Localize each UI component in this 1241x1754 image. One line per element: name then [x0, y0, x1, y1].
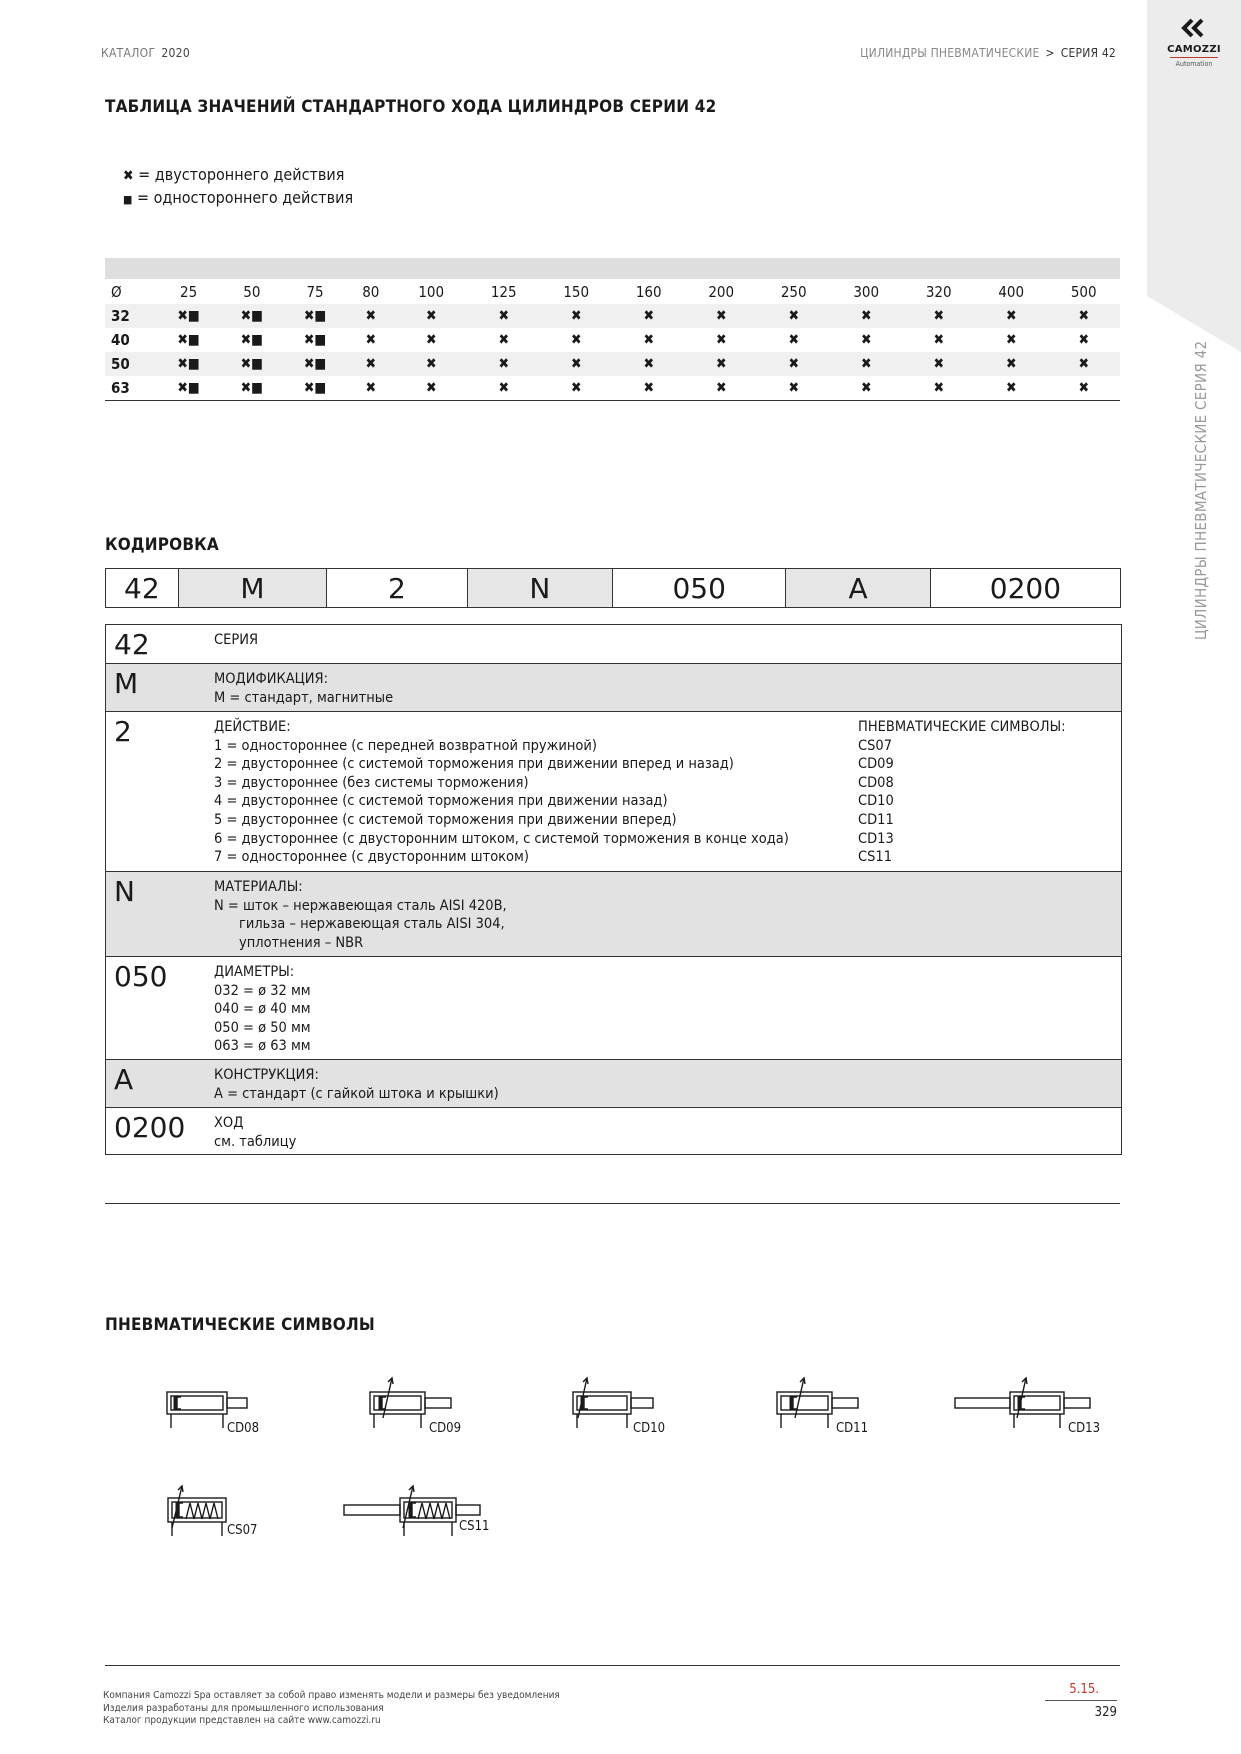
stroke-availability-cell: ✖	[347, 376, 395, 401]
brand-name: CAMOZZI	[1167, 44, 1221, 55]
symbol-code: CD11	[858, 811, 894, 828]
coding-line: 050 = ø 50 мм	[214, 1019, 311, 1036]
coding-line: гильза – нержавеющая сталь AISI 304,	[239, 916, 505, 933]
coding-line: 6 = двустороннее (с двусторонним штоком, с системой торможения в конце хода)	[214, 830, 789, 847]
stroke-availability-cell: ✖■	[283, 352, 346, 376]
stroke-header-cell: 250	[780, 282, 807, 301]
section-number: 5.15.	[1069, 1682, 1099, 1697]
stroke-availability-cell: ✖	[425, 332, 437, 348]
coding-row-action	[106, 712, 1121, 872]
coding-row-series	[106, 625, 1121, 664]
footer-line: Изделия разработаны для промышленного использования	[103, 1702, 384, 1714]
footer-line: Компания Camozzi Spa оставляет за собой право изменять модели и размеры без уведомления	[103, 1690, 560, 1701]
footer-divider	[105, 1665, 1120, 1666]
diameter-cell: 50	[105, 352, 157, 376]
coding-key: N	[114, 875, 135, 908]
side-tab-text: ЦИЛИНДРЫ ПНЕВМАТИЧЕСКИЕ СЕРИЯ 42	[1192, 340, 1210, 640]
stroke-availability-cell: ✖	[540, 304, 613, 328]
coding-line: 2 = двустороннее (с системой торможения при движении вперед и назад)	[214, 756, 734, 773]
symbol-code: CD10	[858, 793, 894, 810]
symbol-codes	[858, 718, 1065, 867]
diameter-cell: 32	[105, 304, 157, 328]
stroke-availability-cell: ✖	[788, 332, 799, 348]
stroke-availability-cell: ✖	[830, 352, 903, 376]
stroke-availability-cell: ✖	[757, 304, 830, 328]
footer-line: Каталог продукции представлен на сайте www.camozzi.ru	[103, 1715, 381, 1726]
stroke-availability-cell: ✖	[1047, 376, 1120, 401]
section-divider	[105, 1203, 1120, 1204]
code-part-materials: N	[468, 569, 613, 607]
stroke-availability-cell: ✖	[570, 332, 582, 348]
coding-line: уплотнения – NBR	[239, 934, 364, 951]
coding-line: 7 = одностороннее (с двусторонним штоком)	[214, 849, 529, 866]
stroke-header-cell: 500	[1070, 282, 1097, 301]
stroke-header-cell: 125	[490, 282, 517, 301]
cross-icon: ✖	[123, 168, 134, 184]
camozzi-logo	[1147, 18, 1241, 68]
symbol-label-cd08: CD08	[227, 1421, 260, 1436]
coding-row-stroke	[106, 1108, 1121, 1154]
stroke-availability-cell: ✖	[1005, 332, 1017, 348]
stroke-availability-cell: ✖	[902, 352, 975, 376]
coding-line: 1 = одностороннее (с передней возвратной пружиной)	[214, 737, 597, 754]
stroke-availability-cell: ✖	[757, 376, 830, 401]
stroke-availability-cell: ✖	[860, 332, 872, 348]
stroke-availability-cell: ✖	[365, 332, 377, 348]
stroke-availability-cell: ✖■	[157, 352, 220, 376]
stroke-availability-cell: ✖	[902, 304, 975, 328]
stroke-table-title: ТАБЛИЦА ЗНАЧЕНИЙ СТАНДАРТНОГО ХОДА ЦИЛИНДРОВ СЕРИИ 42	[105, 97, 717, 117]
coding-key: A	[114, 1063, 134, 1096]
stroke-table-row	[105, 328, 1120, 352]
catalog-year: 2020	[161, 46, 190, 60]
stroke-availability-cell: ✖	[1047, 304, 1120, 328]
stroke-table-row	[105, 304, 1120, 328]
coding-key: 0200	[114, 1111, 186, 1144]
stroke-header-cell: 80	[362, 282, 380, 301]
stroke-availability-cell: ✖	[933, 332, 944, 348]
coding-row-materials	[106, 872, 1121, 957]
stroke-availability-cell: ✖	[395, 304, 468, 328]
coding-line: СЕРИЯ	[214, 632, 259, 648]
code-part-diameter: 050	[613, 569, 786, 607]
stroke-header-cell: 150	[563, 282, 590, 301]
brand-divider	[1170, 57, 1218, 58]
stroke-availability-cell: ✖	[395, 376, 468, 401]
symbol-code: CD08	[858, 774, 894, 791]
symbol-codes-title: ПНЕВМАТИЧЕСКИЕ СИМВОЛЫ:	[858, 719, 1066, 735]
stroke-header-cell: 320	[925, 282, 952, 301]
symbol-code: CD09	[858, 756, 894, 773]
symbols-title: ПНЕВМАТИЧЕСКИЕ СИМВОЛЫ	[105, 1315, 375, 1335]
camozzi-logo-icon	[1180, 18, 1208, 38]
breadcrumb	[860, 46, 1116, 60]
coding-bar	[105, 568, 1121, 608]
coding-line: 3 = двустороннее (без системы торможения)	[214, 774, 529, 791]
symbol-code: CS07	[858, 737, 892, 754]
diameter-header: Ø	[111, 282, 122, 301]
stroke-availability-cell: ✖■	[283, 376, 346, 401]
stroke-header-cell: 160	[635, 282, 662, 301]
coding-row-modification	[106, 664, 1121, 712]
coding-line: МОДИФИКАЦИЯ:	[214, 671, 328, 687]
symbol-label-cs07: CS07	[227, 1523, 258, 1538]
symbol-label-cd11: CD11	[836, 1421, 869, 1436]
footer-notes	[103, 1690, 560, 1728]
stroke-availability-cell: ✖■	[220, 304, 283, 328]
page-number: 329	[1094, 1705, 1117, 1720]
stroke-availability-cell: ✖	[467, 304, 540, 328]
coding-line: МАТЕРИАЛЫ:	[214, 879, 303, 895]
coding-line: M = стандарт, магнитные	[214, 689, 394, 706]
breadcrumb-section[interactable]: ЦИЛИНДРЫ ПНЕВМАТИЧЕСКИЕ	[860, 46, 1040, 60]
coding-key: M	[114, 667, 139, 700]
code-part-series: 42	[106, 569, 179, 607]
symbol-cs07-icon	[168, 1486, 226, 1536]
stroke-availability-cell: ✖■	[240, 332, 264, 348]
code-part-action: 2	[327, 569, 467, 607]
stroke-table-header	[105, 279, 1120, 304]
stroke-availability-cell: ✖	[975, 352, 1048, 376]
stroke-availability-cell: ✖	[612, 376, 685, 401]
stroke-table-row	[105, 352, 1120, 376]
stroke-availability-cell: ✖■	[157, 376, 220, 401]
code-part-stroke: 0200	[989, 571, 1062, 605]
coding-line: 063 = ø 63 мм	[214, 1038, 311, 1055]
code-part-modification: M	[179, 569, 327, 607]
stroke-availability-cell: ✖	[540, 352, 613, 376]
legend-double-acting: ✖ = двустороннего действия	[123, 165, 345, 184]
coding-key: 2	[114, 715, 132, 748]
stroke-availability-cell: ✖	[395, 352, 468, 376]
symbol-code: CD13	[858, 830, 894, 847]
stroke-availability-cell: ✖	[347, 352, 395, 376]
symbol-code: CS11	[858, 849, 892, 866]
stroke-availability-cell: ✖	[715, 332, 727, 348]
stroke-header-cell: 300	[853, 282, 880, 301]
stroke-availability-cell: ✖■	[220, 376, 283, 401]
stroke-availability-cell: ✖	[975, 376, 1048, 401]
symbol-label-cs11: CS11	[459, 1519, 490, 1534]
stroke-table-row	[105, 376, 1120, 401]
stroke-availability-cell: ✖	[643, 332, 654, 348]
stroke-availability-cell: ✖	[830, 304, 903, 328]
stroke-availability-cell: ✖	[612, 352, 685, 376]
stroke-availability-cell: ✖	[685, 304, 758, 328]
code-part-construction: A	[786, 569, 930, 607]
coding-line: 032 = ø 32 мм	[214, 982, 311, 999]
coding-key: 42	[114, 628, 150, 661]
catalog-label: КАТАЛОГ 2020	[101, 46, 190, 60]
stroke-header-cell: 25	[180, 282, 198, 301]
stroke-availability-cell: ✖■	[303, 332, 327, 348]
stroke-availability-cell: ✖	[685, 376, 758, 401]
coding-line: ДЕЙСТВИЕ:	[214, 719, 291, 735]
coding-line: A = стандарт (с гайкой штока и крышки)	[214, 1085, 499, 1102]
page-number-divider	[1045, 1700, 1117, 1701]
coding-line: N = шток – нержавеющая сталь AISI 420B,	[214, 897, 507, 914]
coding-line: КОНСТРУКЦИЯ:	[214, 1067, 319, 1083]
stroke-availability-cell: ✖	[498, 332, 509, 348]
stroke-availability-cell: ✖	[467, 376, 540, 401]
coding-line: ХОД	[214, 1115, 244, 1131]
breadcrumb-current: СЕРИЯ 42	[1060, 46, 1116, 60]
stroke-availability-cell: ✖	[540, 376, 613, 401]
stroke-header-cell: 75	[306, 282, 324, 301]
stroke-availability-cell: ✖	[830, 376, 903, 401]
coding-row-construction	[106, 1060, 1121, 1108]
stroke-availability-cell: ✖	[467, 352, 540, 376]
stroke-availability-cell: ✖	[347, 304, 395, 328]
stroke-availability-cell: ✖	[612, 304, 685, 328]
square-icon: ■	[123, 193, 133, 206]
stroke-availability-cell: ✖	[902, 376, 975, 401]
stroke-availability-cell: ✖■	[177, 332, 200, 348]
stroke-availability-cell: ✖■	[157, 304, 220, 328]
coding-line: 4 = двустороннее (с системой торможения при движении назад)	[214, 793, 668, 810]
stroke-availability-cell: ✖	[1078, 332, 1090, 348]
diameter-cell: 63	[105, 376, 157, 401]
legend	[123, 164, 353, 210]
stroke-availability-cell: ✖	[975, 304, 1048, 328]
symbol-label-cd13: CD13	[1068, 1421, 1101, 1436]
coding-description	[105, 624, 1122, 1155]
stroke-availability-cell: ✖	[757, 352, 830, 376]
stroke-availability-cell: ✖	[685, 352, 758, 376]
brand-sub: Automation	[1175, 60, 1213, 68]
stroke-table-band	[105, 258, 1120, 279]
symbol-label-cd09: CD09	[429, 1421, 462, 1436]
coding-line: 040 = ø 40 мм	[214, 1001, 311, 1018]
stroke-availability-cell: ✖	[1047, 352, 1120, 376]
stroke-header-cell: 100	[418, 282, 445, 301]
coding-line: см. таблицу	[214, 1133, 297, 1150]
stroke-availability-cell: ✖■	[220, 352, 283, 376]
coding-title: КОДИРОВКА	[105, 535, 219, 555]
stroke-header-cell: 400	[998, 282, 1025, 301]
symbol-label-cd10: CD10	[633, 1421, 666, 1436]
coding-row-diameter	[106, 957, 1121, 1060]
stroke-availability-cell: ✖■	[283, 304, 346, 328]
diameter-cell: 40	[111, 331, 130, 349]
stroke-header-cell: 200	[708, 282, 735, 301]
stroke-table	[105, 258, 1120, 401]
coding-key: 050	[114, 960, 168, 993]
stroke-header-cell: 50	[243, 282, 261, 301]
breadcrumb-separator: >	[1045, 46, 1055, 60]
coding-line: 5 = двустороннее (с системой торможения при движении вперед)	[214, 811, 677, 828]
coding-line: ДИАМЕТРЫ:	[214, 964, 295, 980]
legend-single-acting: ■ = одностороннего действия	[123, 188, 354, 207]
